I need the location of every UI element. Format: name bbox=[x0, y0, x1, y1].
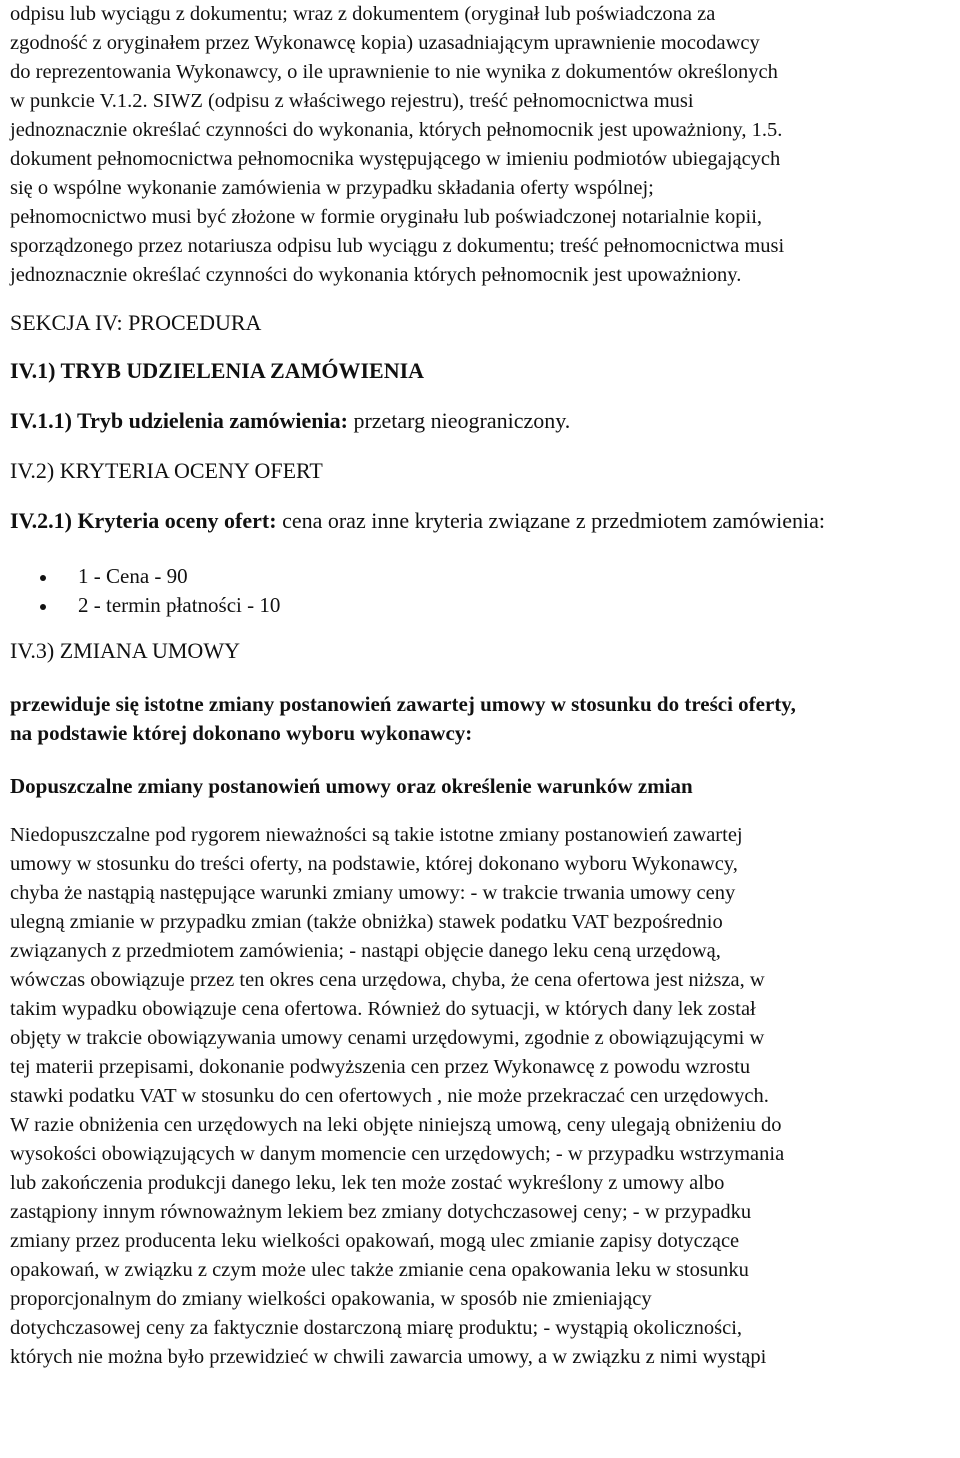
kryteria-subsection bbox=[10, 506, 950, 536]
list-item bbox=[10, 562, 950, 591]
text-line: dokument pełnomocnictwa pełnomocnika występującego w imieniu podmiotów ubiegających bbox=[10, 148, 781, 170]
text-line: proporcjonalnym do zmiany wielkości opakowania, w sposób nie zmieniający bbox=[10, 1288, 652, 1310]
text-line: umowy w stosunku do treści oferty, na podstawie, której dokonano wyboru Wykonawcy, bbox=[10, 853, 738, 875]
text-line: opakowań, w związku z czym może ulec także zmianie cena opakowania leku w stosunku bbox=[10, 1259, 749, 1281]
text-line: sporządzonego przez notariusza odpisu lub wyciągu z dokumentu; treść pełnomocnictwa musi bbox=[10, 235, 785, 257]
text-line: wysokości obowiązujących w danym momencie cen urzędowych; - w przypadku wstrzymania bbox=[10, 1143, 785, 1165]
text-line: stawki podatku VAT w stosunku do cen ofertowych , nie może przekraczać cen urzędowych. bbox=[10, 1085, 769, 1107]
text-line: jednoznacznie określać czynności do wykonania, których pełnomocnik jest upoważniony, 1.5. bbox=[10, 119, 783, 141]
list-item bbox=[10, 591, 950, 620]
tryb-sub-label: IV.1.1) Tryb udzielenia zamówienia: bbox=[10, 408, 348, 433]
text-line: do reprezentowania Wykonawcy, o ile uprawnienie to nie wynika z dokumentów określonych bbox=[10, 61, 778, 83]
bullet-icon bbox=[40, 575, 46, 581]
kryteria-heading: IV.2) KRYTERIA OCENY OFERT bbox=[10, 458, 323, 483]
text-line: Niedopuszczalne pod rygorem nieważności są takie istotne zmiany postanowień zawartej bbox=[10, 824, 743, 846]
kryteria-sub-label: IV.2.1) Kryteria oceny ofert: bbox=[10, 508, 277, 533]
text-line: chyba że nastąpią następujące warunki zmiany umowy: - w trakcie trwania umowy ceny bbox=[10, 882, 736, 904]
criteria-list bbox=[10, 562, 950, 620]
zmiana-body-paragraph bbox=[10, 821, 950, 1372]
text-line: których nie można było przewidzieć w chwili zawarcia umowy, a w związku z nimi wystąpi bbox=[10, 1346, 767, 1368]
kryteria-sub-value: cena oraz inne kryteria związane z przedmiotem zamówienia: bbox=[276, 508, 826, 533]
zmiana-heading: IV.3) ZMIANA UMOWY bbox=[10, 638, 240, 663]
text-line: takim wypadku obowiązuje cena ofertowa. Również do sytuacji, w których dany lek został bbox=[10, 998, 756, 1020]
text-line: dotychczasowej ceny za faktycznie dostarczoną miarę produktu; - wystąpią okoliczności, bbox=[10, 1317, 743, 1339]
tryb-heading: IV.1) TRYB UDZIELENIA ZAMÓWIENIA bbox=[10, 358, 425, 383]
text-line: tej materii przepisami, dokonanie podwyższenia cen przez Wykonawcę z powodu wzrostu bbox=[10, 1056, 751, 1078]
text-line: objęty w trakcie obowiązywania umowy cenami urzędowymi, zgodnie z obowiązującymi w bbox=[10, 1027, 765, 1049]
criteria-item-label: 1 - Cena - 90 bbox=[78, 564, 188, 588]
section-title: SEKCJA IV: PROCEDURA bbox=[10, 310, 262, 335]
tryb-subsection bbox=[10, 406, 950, 436]
text-line: zmiany przez producenta leku wielkości opakowań, mogą ulec zmianie zapisy dotyczące bbox=[10, 1230, 740, 1252]
text-line: lub zakończenia produkcji danego leku, lek ten może zostać wykreślony z umowy albo bbox=[10, 1172, 725, 1194]
dopuszczalne-heading: Dopuszczalne zmiany postanowień umowy oraz określenie warunków zmian bbox=[10, 774, 693, 798]
tryb-sub-value: przetarg nieograniczony. bbox=[347, 408, 571, 433]
intro-paragraph bbox=[10, 0, 950, 290]
criteria-item-label: 2 - termin płatności - 10 bbox=[78, 593, 281, 617]
bullet-icon bbox=[40, 604, 46, 610]
text-line: na podstawie której dokonano wyboru wykonawcy: bbox=[10, 721, 473, 745]
text-line: ulegną zmianie w przypadku zmian (także obniżka) stawek podatku VAT bezpośrednio bbox=[10, 911, 723, 933]
text-line: wówczas obowiązuje przez ten okres cena urzędowa, chyba, że cena ofertowa jest niższa, w bbox=[10, 969, 765, 991]
text-line: w punkcie V.1.2. SIWZ (odpisu z właściwego rejestru), treść pełnomocnictwa musi bbox=[10, 90, 694, 112]
text-line: się o wspólne wykonanie zamówienia w przypadku składania oferty wspólnej; bbox=[10, 177, 654, 199]
text-line: pełnomocnictwo musi być złożone w formie oryginału lub poświadczonej notarialnie kopii, bbox=[10, 206, 763, 228]
text-line: jednoznacznie określać czynności do wykonania których pełnomocnik jest upoważniony. bbox=[10, 264, 742, 286]
text-line: W razie obniżenia cen urzędowych na leki objęte niniejszą umową, ceny ulegają obniżeniu do bbox=[10, 1114, 782, 1136]
text-line: związanych z przedmiotem zamówienia; - nastąpi objęcie danego leku ceną urzędową, bbox=[10, 940, 721, 962]
text-line: zgodność z oryginałem przez Wykonawcę kopia) uzasadniającym uprawnienie mocodawcy bbox=[10, 32, 760, 54]
text-line: odpisu lub wyciągu z dokumentu; wraz z dokumentem (oryginał lub poświadczona za bbox=[10, 3, 716, 25]
text-line: przewiduje się istotne zmiany postanowień zawartej umowy w stosunku do treści oferty, bbox=[10, 692, 796, 716]
text-line: zastąpiony innym równoważnym lekiem bez zmiany dotychczasowej ceny; - w przypadku bbox=[10, 1201, 752, 1223]
przewiduje-paragraph bbox=[10, 690, 950, 748]
